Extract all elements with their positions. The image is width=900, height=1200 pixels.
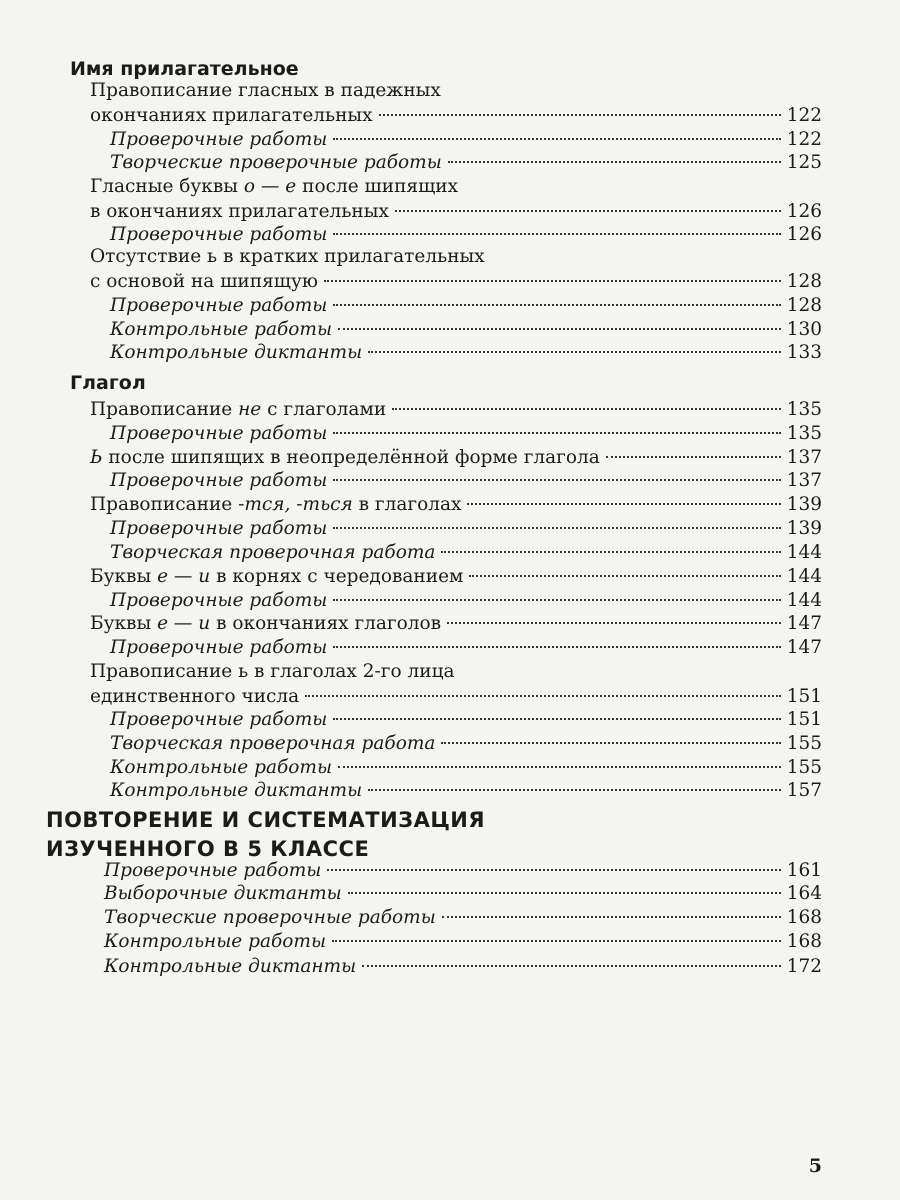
text-part-italic: е — и: [157, 566, 211, 587]
toc-page-number: 126: [786, 224, 822, 245]
toc-page-number: 137: [786, 447, 822, 468]
toc-subentry: [110, 636, 822, 660]
toc-subentry-label: Проверочные работы: [110, 709, 328, 730]
section-title-line: ПОВТОРЕНИЕ И СИСТЕМАТИЗАЦИЯ: [46, 808, 486, 832]
toc-entry: [90, 565, 822, 589]
toc-subentry: [104, 906, 822, 930]
text-part: Буквы: [90, 566, 158, 587]
toc-page-number: 157: [786, 780, 822, 801]
toc-subentry: [110, 756, 822, 780]
text-part: Правописание: [90, 494, 239, 515]
toc-entry-label: с основой на шипящую: [90, 271, 318, 292]
toc-page-number: 147: [786, 613, 822, 634]
text-part-italic: е — и: [157, 613, 211, 634]
dot-leader: [333, 304, 780, 306]
toc-subentry: [104, 930, 822, 954]
toc-subentry-label: Контрольные диктанты: [104, 956, 357, 977]
toc-page-number: 122: [786, 129, 822, 150]
toc-subentry: [110, 318, 822, 342]
toc-subentry: [104, 882, 822, 906]
dot-leader: [469, 575, 780, 577]
dot-leader: [332, 940, 781, 942]
toc-page-number: 137: [786, 470, 822, 491]
dot-leader: [338, 766, 781, 768]
section-title-review: [46, 806, 485, 864]
toc-subentry-label: Контрольные диктанты: [110, 342, 363, 363]
toc-subentry: [110, 517, 822, 541]
dot-leader: [348, 892, 781, 894]
section-title-line: ИЗУЧЕННОГО В 5 КЛАССЕ: [46, 837, 370, 861]
dot-leader: [324, 280, 781, 282]
toc-page-number: 139: [786, 494, 822, 515]
dot-leader: [395, 210, 781, 212]
dot-leader: [333, 479, 780, 481]
dot-leader: [327, 869, 780, 871]
toc-entry: [90, 685, 822, 709]
toc-subentry: [110, 708, 822, 732]
toc-subentry-label: Проверочные работы: [110, 470, 328, 491]
toc-page-number: 135: [786, 399, 822, 420]
text-part: с глаголами: [261, 399, 387, 420]
text-part: после шипящих в неопределённой форме глагола: [102, 447, 600, 468]
toc-entry: [90, 612, 822, 636]
text-part-italic: не: [238, 399, 262, 420]
text-part: в глаголах: [352, 494, 462, 515]
toc-subentry-label: Проверочные работы: [104, 860, 322, 881]
text-part-italic: о — е: [243, 176, 297, 197]
toc-subentry-label: Творческая проверочная работа: [110, 542, 436, 563]
toc-entry-label: в окончаниях прилагательных: [90, 201, 389, 222]
toc-subentry: [110, 541, 822, 565]
toc-page-number: 128: [786, 295, 822, 316]
toc-page-number: 135: [786, 423, 822, 444]
dot-leader: [379, 114, 781, 116]
text-part: Правописание: [90, 399, 239, 420]
dot-leader: [448, 161, 781, 163]
toc-page-number: 144: [786, 566, 822, 587]
toc-subentry: [110, 223, 822, 247]
toc-subentry: [104, 955, 822, 979]
toc-subentry-label: Проверочные работы: [110, 129, 328, 150]
toc-page-number: 144: [786, 590, 822, 611]
toc-page-number: 164: [786, 883, 822, 904]
dot-leader: [442, 916, 781, 918]
toc-page-number: 161: [786, 860, 822, 881]
dot-leader: [333, 138, 780, 140]
toc-subentry: [110, 294, 822, 318]
toc-page-number: 151: [786, 686, 822, 707]
toc-page-number: 155: [786, 757, 822, 778]
toc-subentry-label: Выборочные диктанты: [104, 883, 342, 904]
toc-entry-line: Правописание ь в глаголах 2-го лица: [90, 661, 455, 682]
dot-leader: [333, 432, 780, 434]
toc-subentry: [110, 341, 822, 365]
dot-leader: [333, 599, 780, 601]
dot-leader: [606, 456, 781, 458]
toc-entry-label: окончаниях прилагательных: [90, 105, 373, 126]
text-part: после шипящих: [296, 176, 459, 197]
toc-page-number: 139: [786, 518, 822, 539]
toc-entry: [90, 104, 822, 128]
dot-leader: [338, 328, 781, 330]
text-part: Буквы: [90, 613, 158, 634]
toc-page-number: 147: [786, 637, 822, 658]
dot-leader: [333, 233, 780, 235]
toc-entry-label: [90, 493, 461, 517]
toc-entry: [90, 493, 822, 517]
toc-subentry-label: Творческие проверочные работы: [110, 152, 442, 173]
toc-subentry: [110, 732, 822, 756]
text-part-italic: -тся, -ться: [238, 494, 353, 515]
toc-subentry-label: Контрольные работы: [110, 757, 333, 778]
dot-leader: [305, 695, 781, 697]
toc-entry: [90, 200, 822, 224]
dot-leader: [467, 503, 780, 505]
toc-subentry-label: Проверочные работы: [110, 590, 328, 611]
toc-subentry: [110, 422, 822, 446]
toc-page-number: 133: [786, 342, 822, 363]
toc-subentry: [110, 779, 822, 803]
toc-entry-label: [90, 446, 600, 470]
toc-subentry-label: Проверочные работы: [110, 518, 328, 539]
toc-entry-line: Отсутствие ь в кратких прилагательных: [90, 246, 485, 267]
section-title-adjective: Имя прилагательное: [70, 58, 299, 80]
page-number: 5: [808, 1155, 822, 1177]
dot-leader: [441, 551, 780, 553]
toc-page-number: 155: [786, 733, 822, 754]
text-part-italic: Ь: [90, 447, 103, 468]
toc-subentry-label: Творческая проверочная работа: [110, 733, 436, 754]
toc-subentry: [110, 469, 822, 493]
toc-page-number: 125: [786, 152, 822, 173]
dot-leader: [392, 408, 781, 410]
toc-entry-line: Правописание гласных в падежных: [90, 80, 441, 101]
toc-subentry: [110, 151, 822, 175]
toc-page-number: 168: [786, 931, 822, 952]
toc-entry-label: [90, 398, 386, 422]
toc-page-number: 130: [786, 319, 822, 340]
toc-subentry-label: Проверочные работы: [110, 295, 328, 316]
toc-subentry-label: Контрольные работы: [110, 319, 333, 340]
dot-leader: [333, 718, 780, 720]
dot-leader: [362, 965, 781, 967]
section-title-verb: Глагол: [70, 372, 146, 394]
toc-subentry: [110, 589, 822, 613]
toc-entry-line: [90, 176, 458, 197]
toc-page-number: 172: [786, 956, 822, 977]
toc-entry: [90, 446, 822, 470]
toc-subentry: [110, 128, 822, 152]
dot-leader: [333, 646, 780, 648]
dot-leader: [441, 742, 780, 744]
text-part: Гласные буквы: [90, 176, 244, 197]
toc-page-number: 144: [786, 542, 822, 563]
toc-subentry-label: Контрольные работы: [104, 931, 327, 952]
toc-entry: [90, 270, 822, 294]
toc-subentry-label: Проверочные работы: [110, 423, 328, 444]
toc-entry: [90, 398, 822, 422]
toc-entry-label: единственного числа: [90, 686, 300, 707]
dot-leader: [333, 527, 780, 529]
text-part: в окончаниях глаголов: [210, 613, 442, 634]
dot-leader: [447, 622, 781, 624]
toc-page-number: 128: [786, 271, 822, 292]
toc-entry-label: [90, 612, 441, 636]
toc-subentry-label: Контрольные диктанты: [110, 780, 363, 801]
toc-subentry-label: Проверочные работы: [110, 224, 328, 245]
text-part: в корнях с чередованием: [210, 566, 464, 587]
toc-subentry: [104, 859, 822, 883]
toc-subentry-label: Творческие проверочные работы: [104, 907, 436, 928]
toc-page-number: 168: [786, 907, 822, 928]
toc-page-number: 151: [786, 709, 822, 730]
toc-subentry-label: Проверочные работы: [110, 637, 328, 658]
dot-leader: [368, 789, 781, 791]
toc-page-number: 126: [786, 201, 822, 222]
toc-page-number: 122: [786, 105, 822, 126]
toc-entry-label: [90, 565, 463, 589]
dot-leader: [368, 351, 781, 353]
